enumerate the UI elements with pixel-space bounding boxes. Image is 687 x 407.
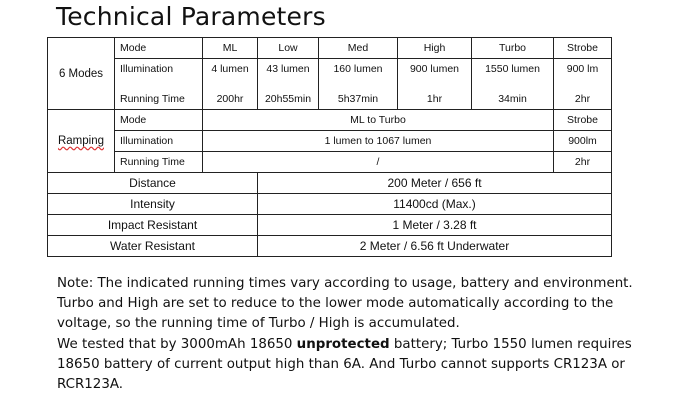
modes-running-time-row (48, 89, 612, 110)
table-cell: 43 lumen (258, 59, 319, 80)
table-cell: 34min (472, 89, 554, 110)
table-cell: 200hr (203, 89, 258, 110)
ramping-running-time-row (48, 152, 612, 173)
modes-mode-row (48, 38, 612, 59)
table-cell: 2hr (554, 89, 612, 110)
table-cell: Low (258, 38, 319, 59)
table-cell: 900 lm (554, 59, 612, 80)
technical-parameters-table (47, 37, 612, 257)
table-cell: ML (203, 38, 258, 59)
note-bold-text: unprotected (296, 336, 390, 352)
spacer-cell (398, 79, 472, 89)
ramping-mode-row (48, 110, 612, 131)
table-cell: 1 lumen to 1067 lumen (203, 131, 554, 152)
spec-value: 2 Meter / 6.56 ft Underwater (258, 236, 612, 257)
spec-label: Intensity (48, 194, 258, 215)
table-cell: 1hr (398, 89, 472, 110)
spec-label: Water Resistant (48, 236, 258, 257)
table-cell: 20h55min (258, 89, 319, 110)
note-line: 18650 battery of current output high than 6A. And Turbo cannot supports CR123A or (57, 356, 625, 372)
note-text: battery; Turbo 1550 lumen requires (389, 336, 632, 352)
row-label: Mode (115, 110, 203, 131)
table-cell: / (203, 152, 554, 173)
ramping-group-label (48, 110, 115, 173)
spec-row-impact (48, 215, 612, 236)
note-line (57, 335, 677, 355)
table-cell: 2hr (554, 152, 612, 173)
spec-row-water (48, 236, 612, 257)
note-line: RCR123A. (57, 377, 124, 393)
row-label: Running Time (115, 89, 203, 110)
table-cell: Turbo (472, 38, 554, 59)
table-cell: Strobe (554, 110, 612, 131)
spacer-cell (258, 79, 319, 89)
note-line: Turbo and High are set to reduce to the lower mode automatically according to the (57, 296, 614, 312)
table-cell: High (398, 38, 472, 59)
ramping-label-text: Ramping (57, 135, 105, 147)
spacer-cell (203, 79, 258, 89)
spec-value: 1 Meter / 3.28 ft (258, 215, 612, 236)
ramping-illumination-row (48, 131, 612, 152)
table-cell: 1550 lumen (472, 59, 554, 80)
page-title: Technical Parameters (56, 2, 326, 31)
notes-block (57, 274, 677, 395)
spacer-cell (115, 79, 203, 89)
table-cell: Strobe (554, 38, 612, 59)
note-line: voltage, so the running time of Turbo / High is accumulated. (57, 316, 460, 332)
spec-row-distance (48, 173, 612, 194)
row-label: Mode (115, 38, 203, 59)
spacer-cell (554, 79, 612, 89)
spec-label: Distance (48, 173, 258, 194)
spec-value: 11400cd (Max.) (258, 194, 612, 215)
row-label: Running Time (115, 152, 203, 173)
modes-illumination-row (48, 59, 612, 80)
spec-label: Impact Resistant (48, 215, 258, 236)
table-cell: 900 lumen (398, 59, 472, 80)
table-cell: 160 lumen (319, 59, 398, 80)
table-cell: 5h37min (319, 89, 398, 110)
note-text: We tested that by 3000mAh 18650 (57, 336, 297, 352)
table-cell: 4 lumen (203, 59, 258, 80)
table-cell: Med (319, 38, 398, 59)
modes-group-label: 6 Modes (48, 38, 115, 110)
table-cell: 900lm (554, 131, 612, 152)
spacer-row (48, 79, 612, 89)
row-label: Illumination (115, 59, 203, 80)
spec-row-intensity (48, 194, 612, 215)
row-label: Illumination (115, 131, 203, 152)
spacer-cell (319, 79, 398, 89)
spec-value: 200 Meter / 656 ft (258, 173, 612, 194)
note-line: Note: The indicated running times vary according to usage, battery and environment. (57, 276, 633, 291)
table-cell: ML to Turbo (203, 110, 554, 131)
spacer-cell (472, 79, 554, 89)
